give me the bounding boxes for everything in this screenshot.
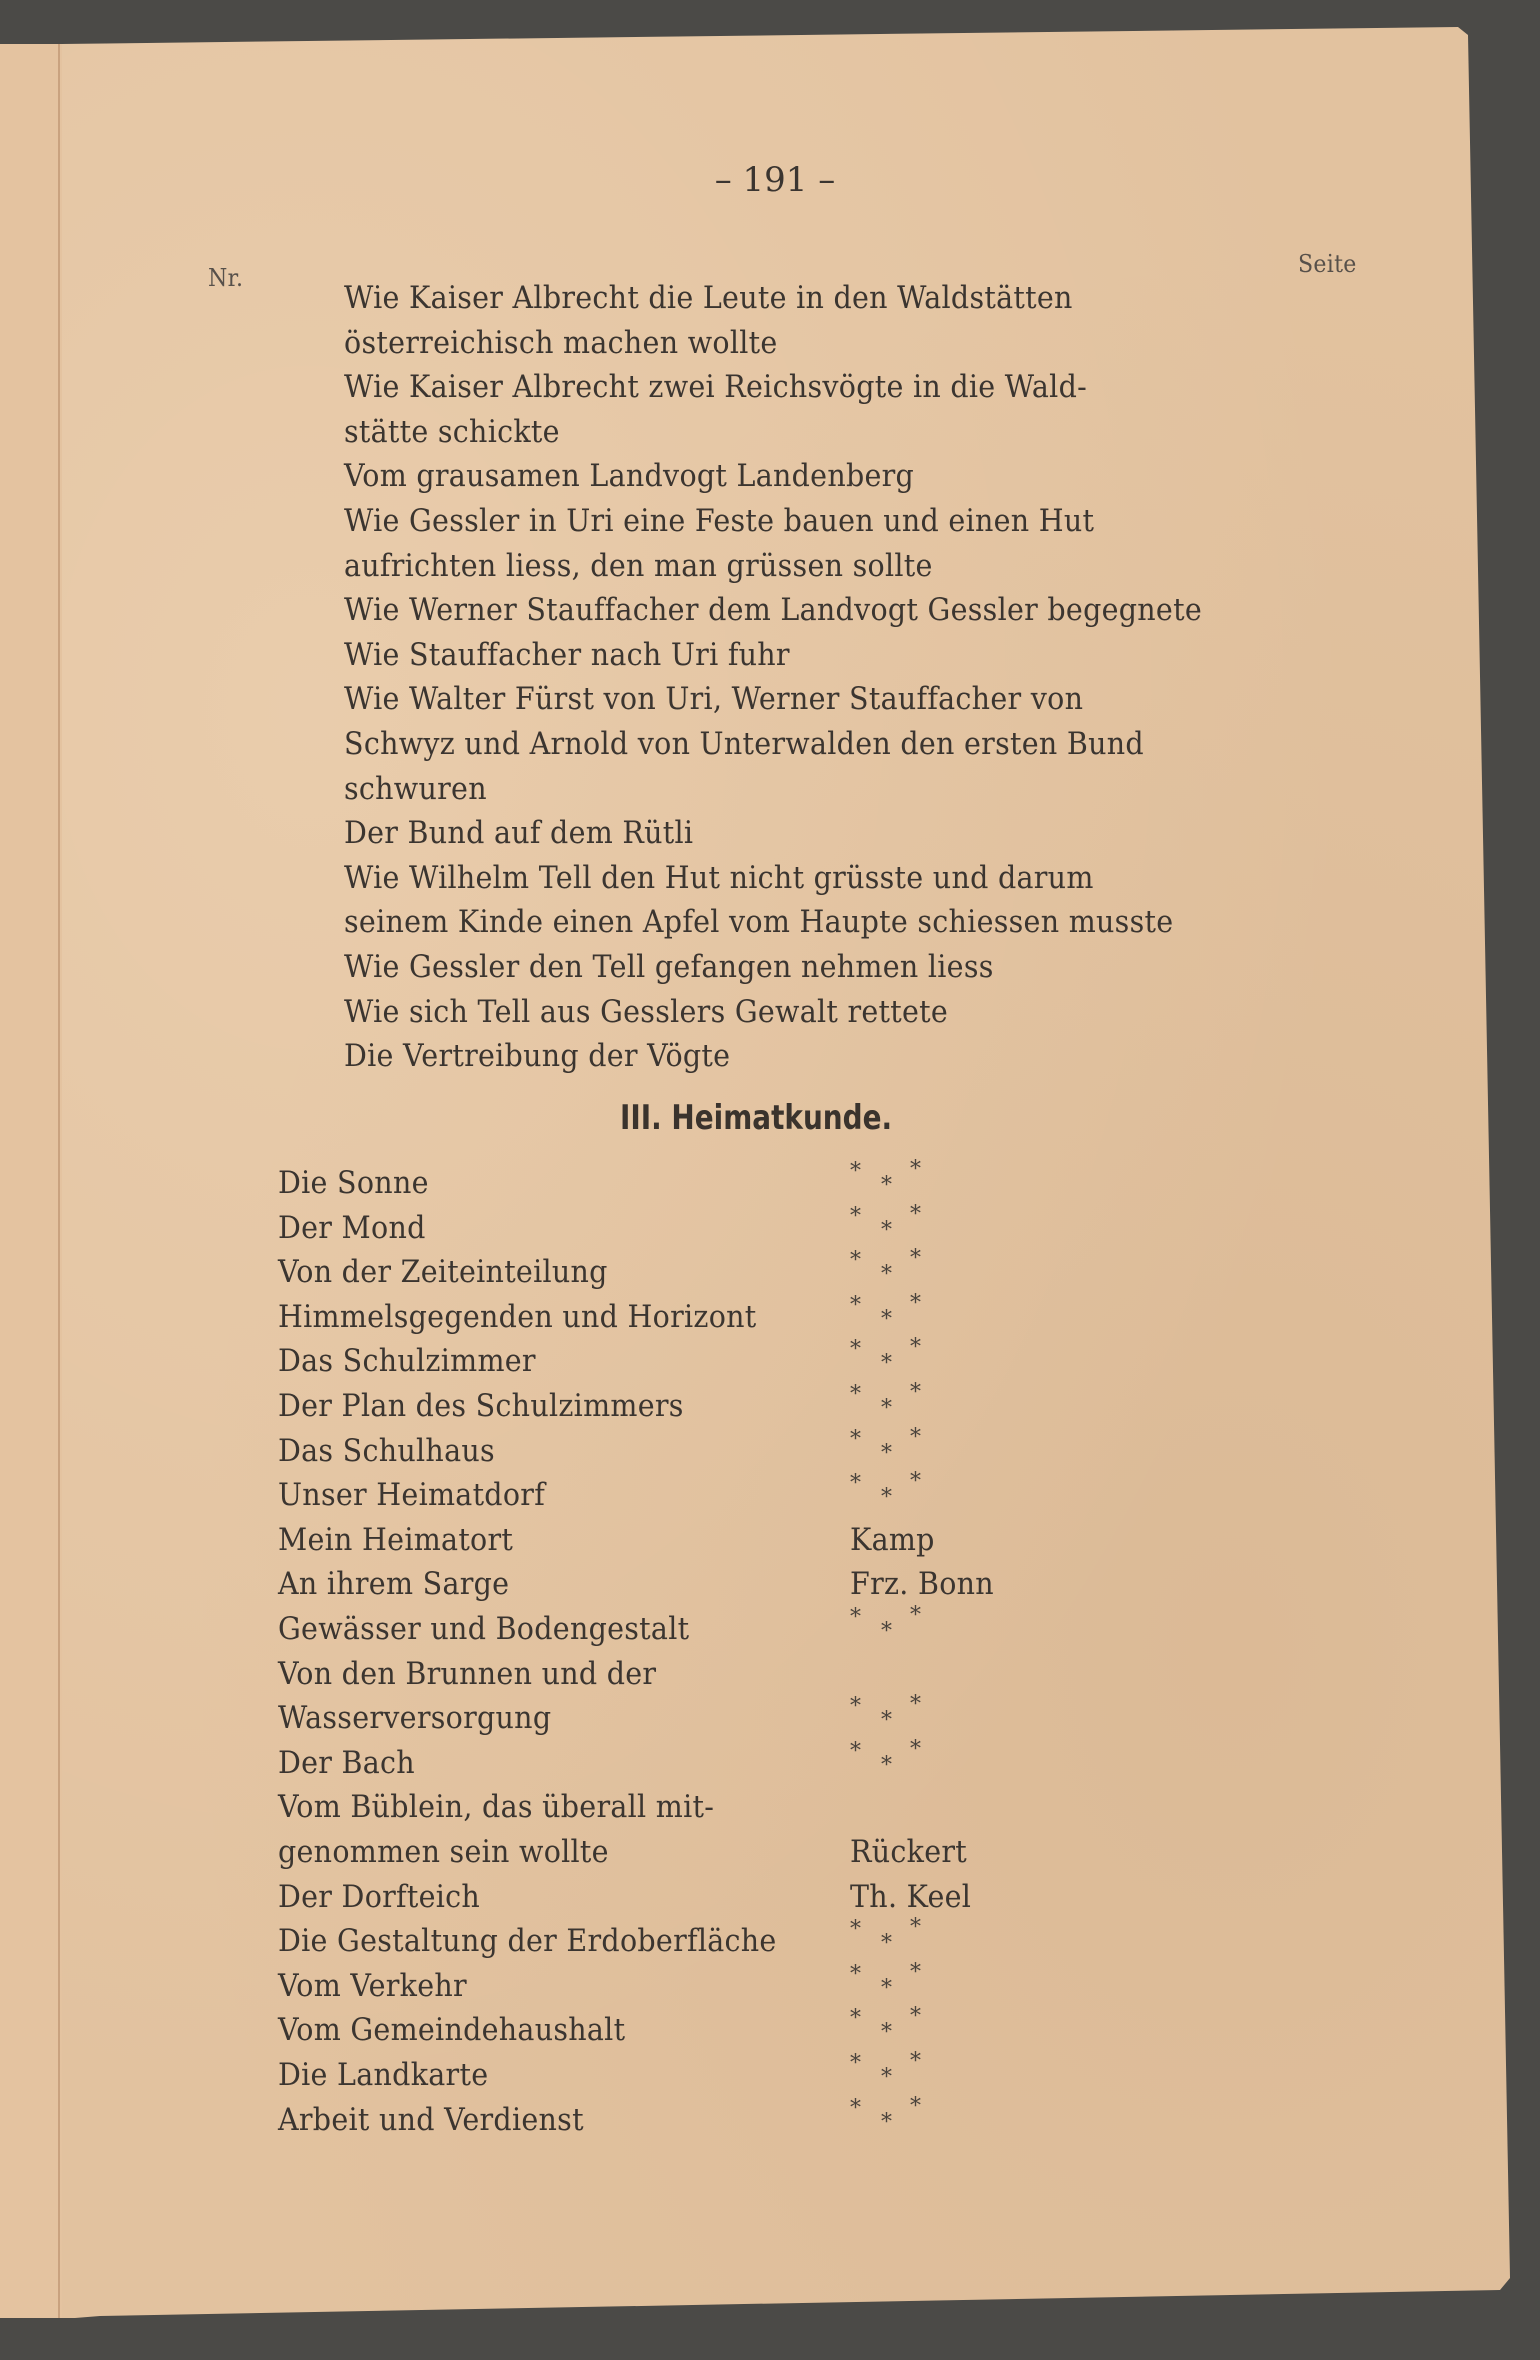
asterisk-icon: *: [881, 1485, 892, 1511]
entry-title-line: Die Landkarte: [278, 2057, 489, 2093]
asterisk-icon: *: [881, 1351, 892, 1377]
entry-title-line: Die Vertreibung der Vögte: [344, 1038, 731, 1075]
asterisk-icon: *: [910, 2049, 921, 2074]
asterisk-icon: *: [910, 1469, 921, 1495]
entry-title-line: Der Dorfteich: [278, 1878, 481, 1915]
entry-title-line: Der Bach: [278, 1744, 415, 1781]
asterisk-icon: *: [910, 1380, 921, 1405]
asterisk-icon: *: [850, 1382, 861, 1407]
asterisk-icon: *: [881, 1217, 892, 1243]
entry-title-line: schwuren: [344, 770, 487, 807]
entry-title-line: Wie Stauffacher nach Uri fuhr: [344, 636, 790, 673]
entry-title-line: Das Schulzimmer: [278, 1343, 536, 1380]
entry-title-line: Wie Walter Fürst von Uri, Werner Stauffacher von: [344, 681, 1084, 718]
asterisk-icon: *: [881, 1173, 892, 1198]
previous-page-edge: [0, 44, 62, 2318]
entry-title-line: An ihrem Sarge: [278, 1566, 510, 1603]
entry-title-line: Vom grausamen Landvogt Landenberg: [344, 458, 915, 495]
asterisk-icon: *: [910, 1290, 921, 1316]
entry-title-line: stätte schickte: [344, 413, 560, 450]
entry-author: Th. Keel: [850, 1878, 972, 1915]
asterisk-icon: *: [850, 1159, 861, 1184]
entry-title-line: Der Plan des Schulzimmers: [278, 1388, 684, 1424]
asterisk-icon: *: [910, 1915, 921, 1941]
asterisk-icon: *: [850, 1694, 861, 1720]
asterisk-icon: *: [910, 1157, 921, 1182]
asterisk-icon: *: [850, 2095, 861, 2121]
asterisk-icon: *: [910, 1424, 921, 1450]
asterisk-icon: *: [881, 2020, 892, 2046]
asterisk-icon: *: [910, 1335, 921, 1361]
entry-title-line: Der Mond: [278, 1209, 426, 1246]
asterisk-icon: *: [850, 1605, 861, 1630]
entry-title-line: Vom Büblein, das überall mit-: [278, 1789, 715, 1826]
entry-title-line: Wie Kaiser Albrecht die Leute in den Waldstätten: [344, 280, 1073, 316]
anonymous-author-mark: [850, 1469, 921, 1521]
entry-title-line: Himmelsgegenden und Horizont: [278, 1298, 757, 1335]
asterisk-icon: *: [910, 1201, 921, 1227]
entry-title-line: Vom Verkehr: [278, 1967, 467, 2004]
entry-author: Rückert: [850, 1834, 968, 1870]
asterisk-icon: *: [850, 2051, 861, 2076]
page-number: – 191 –: [714, 160, 836, 200]
asterisk-icon: *: [881, 2109, 892, 2135]
entry-title-line: Wie Wilhelm Tell den Hut nicht grüsste und darum: [344, 859, 1094, 896]
entry-title-line: Wie sich Tell aus Gesslers Gewalt rettete: [344, 993, 949, 1030]
entry-title-line: Die Gestaltung der Erdoberfläche: [278, 1923, 777, 1960]
asterisk-icon: *: [850, 1426, 861, 1452]
column-header-page: Seite: [1298, 250, 1357, 278]
entry-title-line: Von den Brunnen und der: [278, 1655, 657, 1692]
entry-title-line: Der Bund auf dem Rütli: [344, 815, 694, 852]
entry-title-line: Wie Werner Stauffacher dem Landvogt Gessler begegnete: [344, 592, 1202, 629]
asterisk-icon: *: [910, 1246, 921, 1272]
asterisk-icon: *: [850, 2006, 861, 2032]
entry-title-line: Wie Gessler in Uri eine Feste bauen und einen Hut: [344, 503, 1095, 539]
entry-title-line: aufrichten liess, den man grüssen sollte: [344, 547, 933, 584]
entry-title-line: Schwyz und Arnold von Unterwalden den ersten Bund: [344, 726, 1144, 762]
asterisk-icon: *: [910, 1736, 921, 1762]
entry-title-line: genommen sein wollte: [278, 1834, 609, 1870]
entry-title-line: Von der Zeiteinteilung: [278, 1254, 608, 1291]
anonymous-author-mark: [850, 1603, 921, 1655]
entry-author: Kamp: [850, 1521, 935, 1558]
asterisk-icon: *: [850, 1738, 861, 1764]
asterisk-icon: *: [850, 1961, 861, 1987]
entry-title-line: Das Schulhaus: [278, 1432, 495, 1469]
asterisk-icon: *: [910, 2004, 921, 2030]
anonymous-author-mark: [850, 2093, 921, 2146]
asterisk-icon: *: [850, 1337, 861, 1363]
asterisk-icon: *: [850, 1203, 861, 1229]
entry-title-line: Unser Heimatdorf: [278, 1477, 546, 1514]
asterisk-icon: *: [881, 1752, 892, 1778]
entry-title-line: Gewässer und Bodengestalt: [278, 1611, 690, 1647]
entry-title-line: Arbeit und Verdienst: [278, 2101, 584, 2138]
asterisk-icon: *: [881, 1306, 892, 1332]
binding-fold: [58, 44, 60, 2318]
entry-title-line: Wie Gessler den Tell gefangen nehmen liess: [344, 949, 994, 985]
asterisk-icon: *: [850, 1917, 861, 1943]
column-header-number: Nr.: [208, 264, 244, 292]
asterisk-icon: *: [850, 1248, 861, 1274]
asterisk-icon: *: [881, 1708, 892, 1734]
anonymous-author-mark: [850, 1736, 921, 1789]
asterisk-icon: *: [881, 1440, 892, 1466]
asterisk-icon: *: [910, 1603, 921, 1628]
entry-title-line: Wie Kaiser Albrecht zwei Reichsvögte in die Wald-: [344, 369, 1088, 406]
entry-title-line: österreichisch machen wollte: [344, 324, 778, 361]
asterisk-icon: *: [910, 1692, 921, 1718]
entry-title-line: Wasserversorgung: [278, 1700, 552, 1737]
section-heading: III. Heimatkunde.: [620, 1098, 893, 1138]
asterisk-icon: *: [910, 2093, 921, 2119]
entry-title-line: seinem Kinde einen Apfel vom Haupte schiessen musste: [344, 904, 1174, 941]
asterisk-icon: *: [881, 1396, 892, 1421]
asterisk-icon: *: [881, 1931, 892, 1957]
asterisk-icon: *: [881, 1975, 892, 2001]
entry-title-line: Die Sonne: [278, 1165, 429, 1201]
asterisk-icon: *: [881, 2065, 892, 2090]
asterisk-icon: *: [910, 1959, 921, 1985]
asterisk-icon: *: [850, 1471, 861, 1497]
asterisk-icon: *: [881, 1619, 892, 1644]
entry-title-line: Vom Gemeindehaushalt: [278, 2012, 626, 2049]
entry-title-line: Mein Heimatort: [278, 1521, 514, 1558]
asterisk-icon: *: [881, 1262, 892, 1288]
asterisk-icon: *: [850, 1292, 861, 1318]
entry-author: Frz. Bonn: [850, 1566, 994, 1603]
